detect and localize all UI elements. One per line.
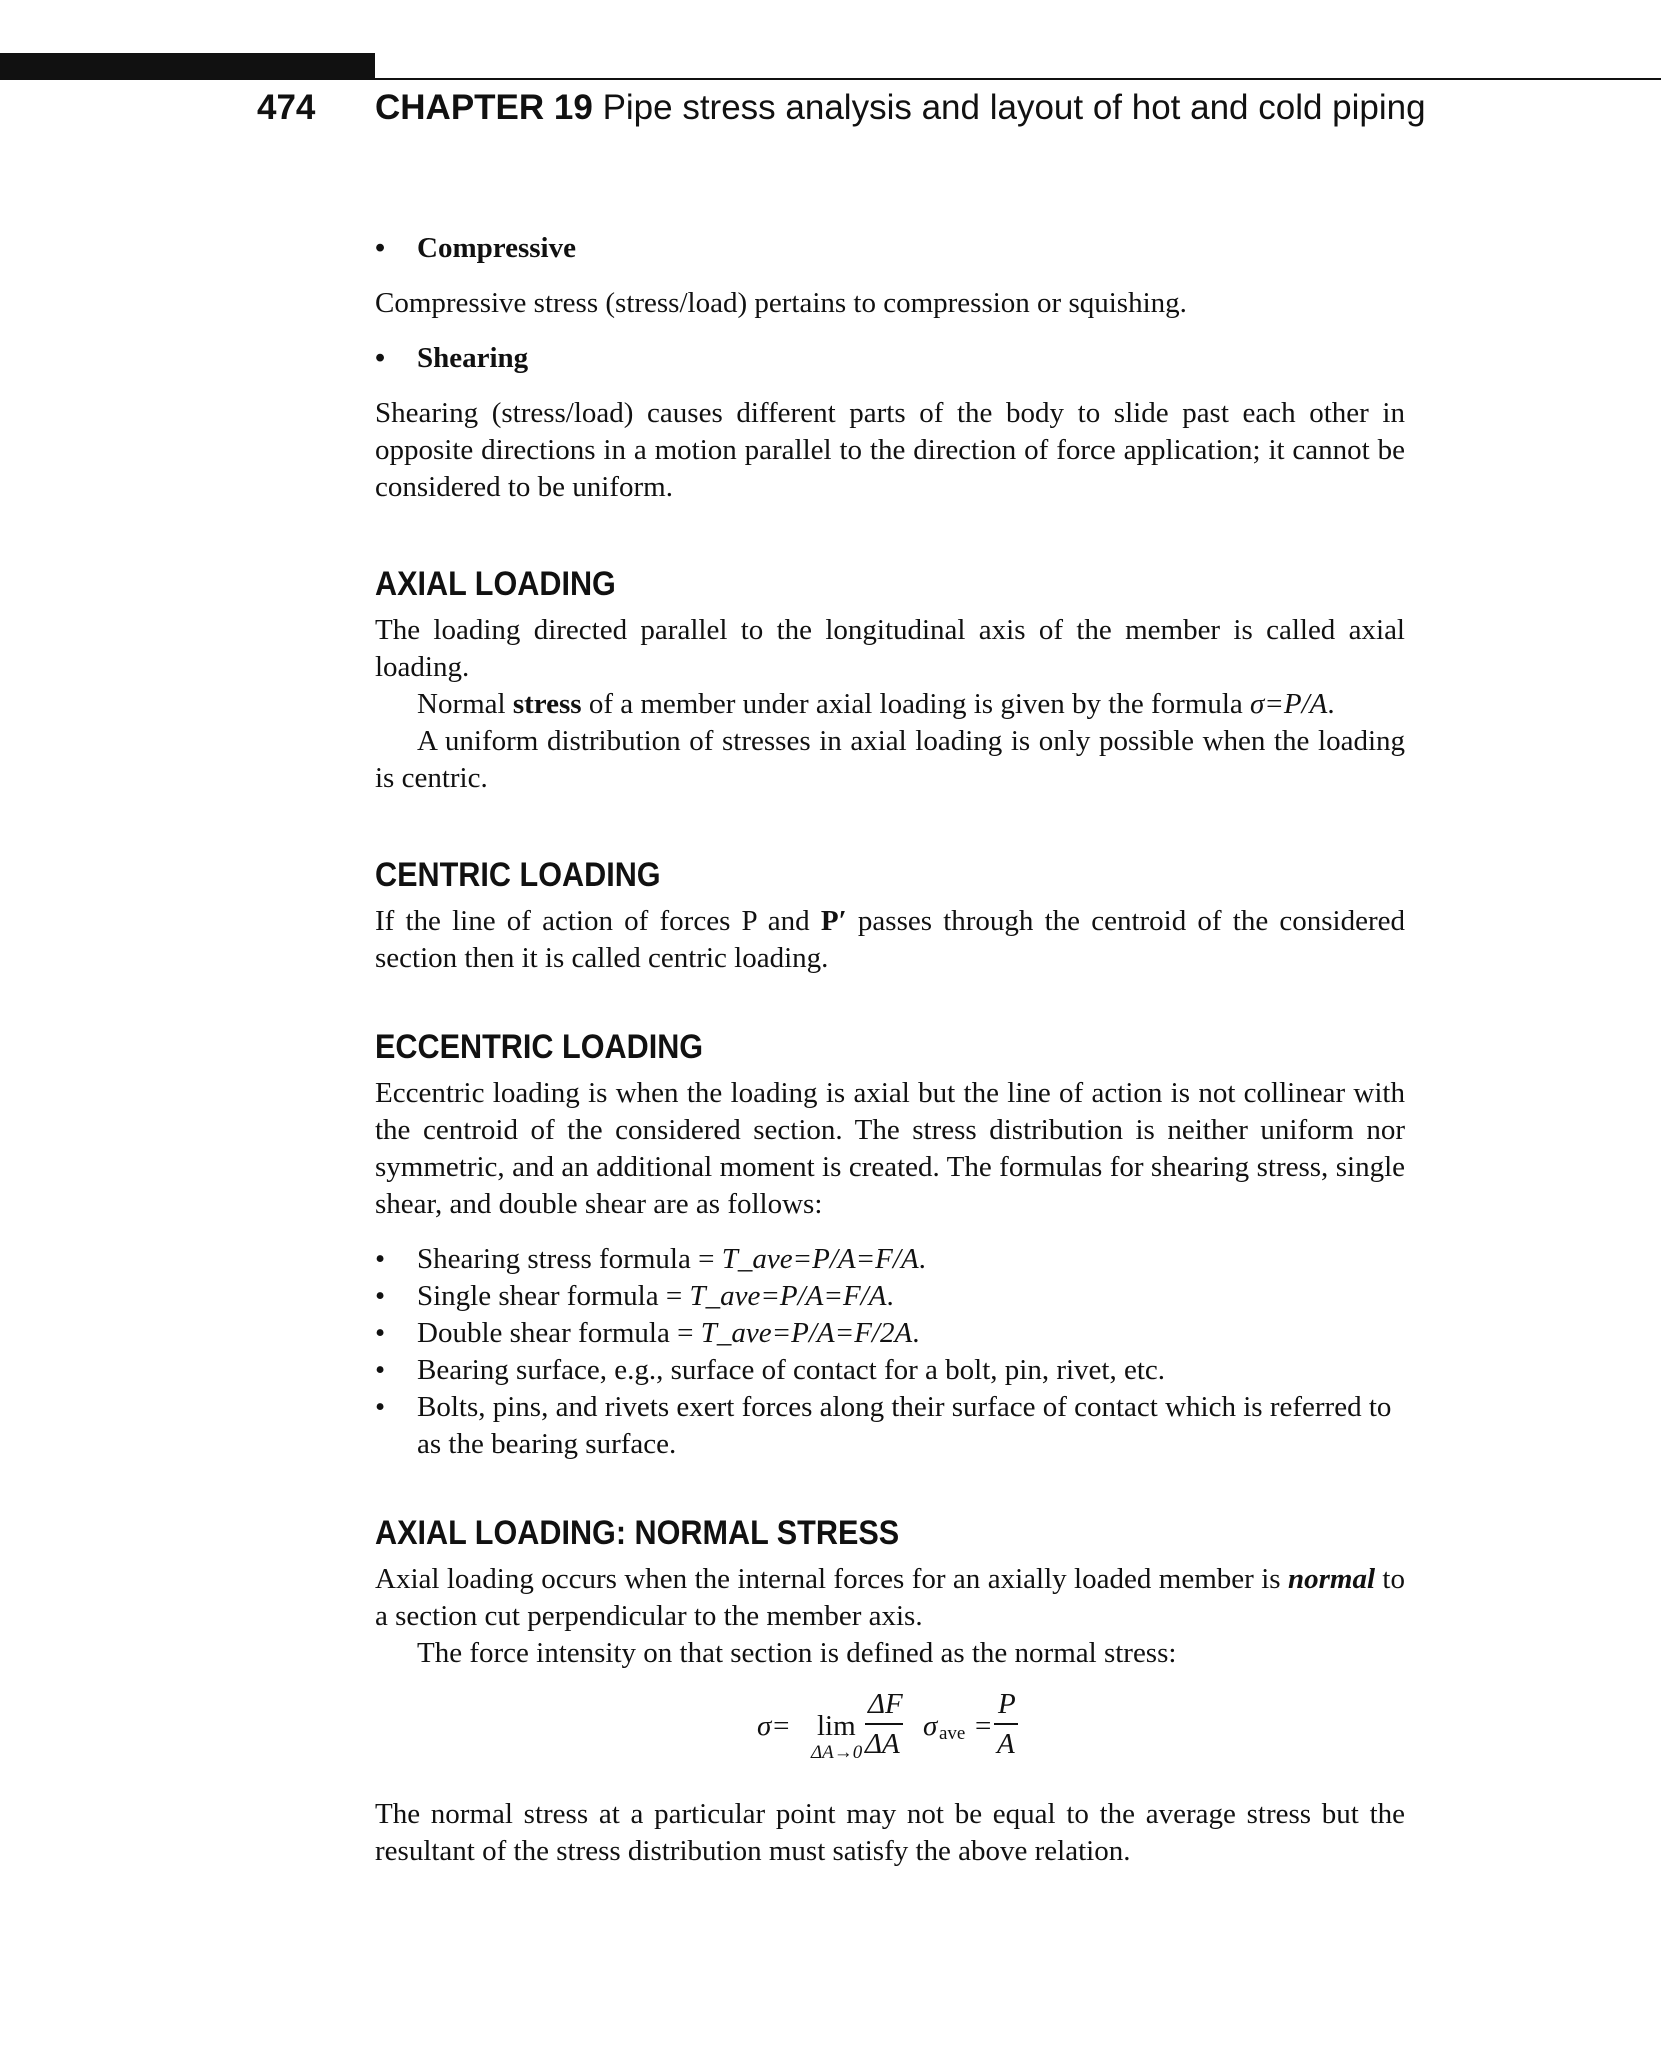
formula-lim-subscript: ΔA→0: [811, 1742, 863, 1763]
formula-numerator: ΔF: [868, 1688, 903, 1720]
formula-equals: =: [975, 1710, 992, 1742]
formula-numerator-p: P: [998, 1688, 1016, 1720]
eccentric-paragraph: Eccentric loading is when the loading is axial but the line of action is not collinear with the centroid of the considered section. The stress distribution is neither uniform nor symmetric, and an additional moment is created. The formulas for shearing stress, single shear, and double shear are as follows:: [375, 1077, 1405, 1220]
list-item: • Bolts, pins, and rivets exert forces along their surface of contact which is referred to as the bearing surface.: [375, 1389, 1405, 1463]
eccentric-bullet-list: [375, 1241, 1405, 1463]
section-heading-centric-loading: CENTRIC LOADING: [375, 856, 661, 894]
list-item: • Double shear formula = T_ave=P/A=F/2A.: [375, 1315, 1405, 1352]
section-heading-normal-stress: AXIAL LOADING: NORMAL STRESS: [375, 1514, 900, 1552]
running-header: [0, 88, 1661, 138]
chapter-heading: [375, 88, 1426, 128]
header-rule: [375, 78, 1661, 80]
centric-paragraph: If the line of action of forces P and P′ passes through the centroid of the considered section then it is called centric loading.: [375, 905, 1405, 974]
normal-stress-paragraph-3: The normal stress at a particular point may not be equal to the average stress but the resultant of the stress distribution must satisfy the above relation.: [375, 1798, 1405, 1867]
fraction-bar: [994, 1723, 1018, 1725]
axial-paragraph-1: The loading directed parallel to the longitudinal axis of the member is called axial loading.: [375, 614, 1405, 683]
formula-sigma-p-a: σ=P/A: [1250, 688, 1328, 720]
normal-stress-formula: [375, 1680, 1405, 1772]
formula-denominator-a: A: [997, 1728, 1015, 1760]
formula-sigma: σ=: [757, 1710, 791, 1742]
section-heading-eccentric-loading: ECCENTRIC LOADING: [375, 1028, 704, 1066]
shearing-paragraph: Shearing (stress/load) causes different parts of the body to slide past each other in opposite directions in a motion parallel to the direction of force application; it cannot be considered to be uniform.: [375, 397, 1405, 503]
axial-paragraph-3: A uniform distribution of stresses in axial loading is only possible when the loading is centric.: [375, 725, 1405, 794]
page-body: [375, 230, 1405, 1870]
normal-stress-paragraph-1: Axial loading occurs when the internal forces for an axially loaded member is normal to a section cut perpendicular to the member axis.: [375, 1563, 1405, 1632]
axial-paragraph-2: Normal stress of a member under axial loading is given by the formula σ=P/A.: [417, 688, 1335, 720]
formula-denominator: ΔA: [865, 1728, 900, 1760]
formula-lim: lim: [817, 1710, 856, 1742]
formula-ave-subscript: ave: [939, 1723, 966, 1744]
list-item: • Shearing stress formula = T_ave=P/A=F/A.: [375, 1241, 1405, 1278]
bullet-compressive: • Compressive: [375, 230, 1405, 267]
list-item: • Single shear formula = T_ave=P/A=F/A.: [375, 1278, 1405, 1315]
chapter-label: CHAPTER 19: [375, 88, 593, 127]
fraction-bar: [865, 1723, 903, 1725]
header-bar: [0, 53, 375, 80]
chapter-title: Pipe stress analysis and layout of hot and cold piping: [602, 88, 1426, 127]
formula-sigma-ave: σ: [923, 1710, 938, 1742]
normal-stress-paragraph-2: The force intensity on that section is defined as the normal stress:: [417, 1637, 1177, 1669]
bullet-shearing: • Shearing: [375, 340, 1405, 377]
section-heading-axial-loading: AXIAL LOADING: [375, 565, 616, 603]
page-number: 474: [257, 88, 316, 127]
list-item: • Bearing surface, e.g., surface of contact for a bolt, pin, rivet, etc.: [375, 1352, 1405, 1389]
compressive-paragraph: Compressive stress (stress/load) pertains to compression or squishing.: [375, 287, 1187, 319]
